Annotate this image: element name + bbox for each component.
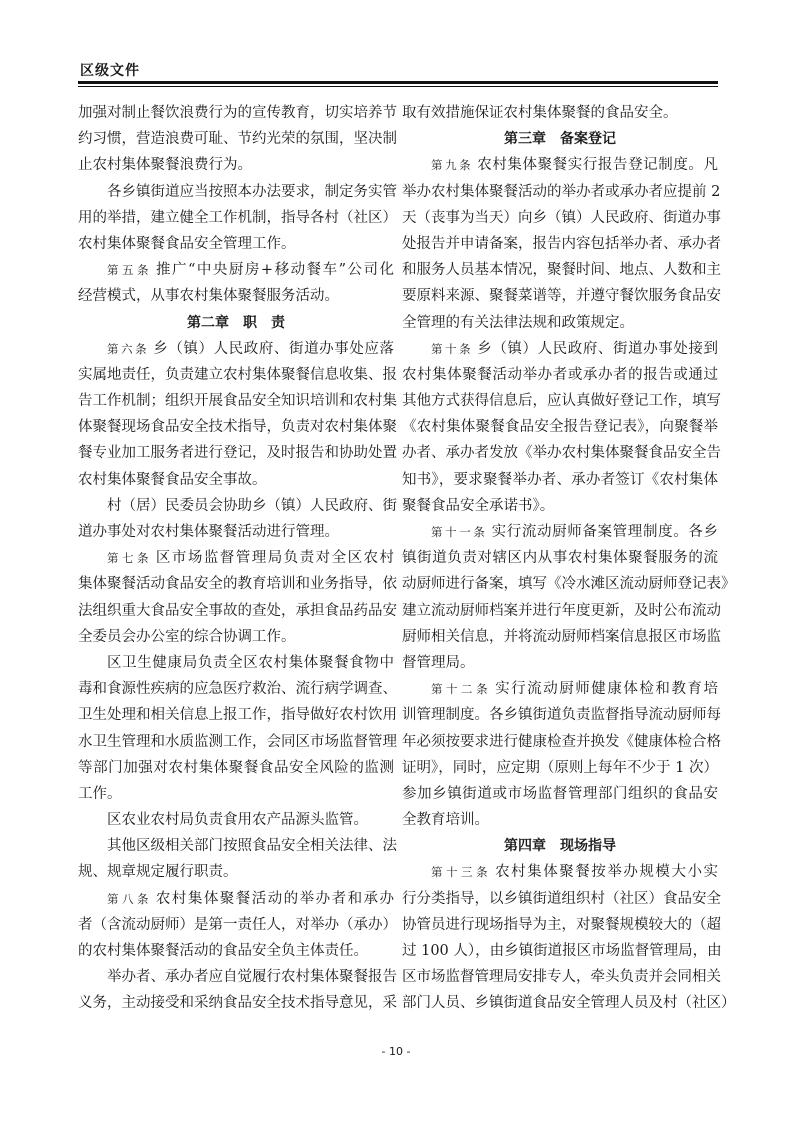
- line-text: 区市场监督管理局安排专人，牵头负责并会同相关: [402, 969, 721, 986]
- line-text: 区农业农村局负责食用农产品源头监管。: [107, 812, 368, 829]
- text-line: [402, 336, 718, 362]
- line-text: 天（丧事为当天）向乡（镇）人民政府、街道办事: [402, 209, 721, 226]
- article-number: 第十三条: [431, 865, 492, 880]
- line-text: 加强对制止餐饮浪费行为的宣传教育，切实培养节: [78, 105, 397, 121]
- line-text: 动厨师进行备案，填写《冷水滩区流动厨师登记表》: [402, 576, 736, 593]
- article-number: 第十二条: [431, 682, 492, 697]
- article-number: 第九条: [431, 158, 474, 173]
- line-text: 区市场监督管理局负责对全区农村: [155, 550, 395, 567]
- text-line: [78, 833, 397, 859]
- line-text: 过 100 人），由乡镇街道报区市场监督管理局，由: [402, 943, 722, 959]
- text-line: [78, 650, 394, 676]
- text-line: [402, 257, 721, 283]
- text-line: [402, 676, 718, 702]
- page-number: - 10 -: [381, 1045, 411, 1058]
- line-text: 参加乡镇街道或市场监督管理部门组织的食品安: [402, 785, 718, 802]
- line-text: 区卫生健康局负责全区农村集体聚餐食物中: [107, 654, 394, 671]
- line-text: 经营模式，从事农村集体聚餐服务活动。: [78, 288, 339, 305]
- text-line: [78, 257, 394, 283]
- line-text: 止农村集体聚餐浪费行为。: [78, 157, 252, 174]
- line-text: 知书》，要求聚餐举办者、承办者签订《农村集体: [402, 471, 718, 488]
- text-line: [402, 938, 722, 964]
- text-line: [78, 676, 397, 702]
- line-text: 规、规章规定履行职责。: [78, 864, 238, 881]
- line-text: 第四章 现场指导: [504, 838, 616, 855]
- text-line: [78, 598, 397, 624]
- text-line: [78, 624, 394, 650]
- line-text: 集体聚餐活动食品安全的教育培训和业务指导，依: [78, 576, 397, 593]
- text-line: [402, 755, 718, 781]
- text-line: [402, 519, 718, 545]
- line-text: 体聚餐现场食品安全技术指导，负责对农村集体聚: [78, 419, 397, 436]
- line-text: 农村集体聚餐活动举办者或承办者的报告或通过: [402, 366, 718, 383]
- line-text: 用的举措，建立健全工作机制，指导各村（社区）: [78, 209, 397, 226]
- text-line: [402, 152, 718, 178]
- line-text: 推广“中央厨房+移动餐车”公司化: [156, 262, 395, 279]
- text-line: [78, 283, 394, 309]
- article-number: 第五条: [107, 263, 153, 278]
- text-line: [402, 545, 718, 571]
- line-text: 协管员进行现场指导为主，对聚餐规模较大的（超: [402, 916, 721, 933]
- text-line: [402, 571, 736, 597]
- line-text: 全委员会办公室的综合协调工作。: [78, 628, 296, 645]
- text-line: [402, 493, 718, 519]
- text-line: [78, 729, 397, 755]
- text-line: [78, 152, 394, 178]
- text-line: [402, 886, 721, 912]
- text-line: [78, 807, 394, 833]
- text-line: [402, 650, 718, 676]
- text-line: [402, 859, 718, 885]
- text-line: [78, 179, 397, 205]
- text-line: [78, 990, 397, 1016]
- text-line: [402, 807, 718, 833]
- line-text: 训管理制度。各乡镇街道负责监督指导流动厨师每: [402, 707, 721, 724]
- line-text: 实行流动厨师备案管理制度。各乡: [491, 524, 719, 540]
- text-line: [78, 493, 397, 519]
- line-text: 工作。: [78, 785, 122, 802]
- line-text: 和服务人员基本情况，聚餐时间、地点、人数和主: [402, 262, 721, 279]
- line-text: 农村集体聚餐食品安全事故。: [78, 471, 267, 488]
- line-text: 乡（镇）人民政府、街道办事处接到: [477, 340, 718, 357]
- text-line: [402, 598, 721, 624]
- text-line: [402, 440, 721, 466]
- text-line: [78, 100, 397, 126]
- text-line: [402, 729, 721, 755]
- text-line: [78, 755, 394, 781]
- line-text: 的农村集体聚餐活动的食品安全负主体责任。: [78, 943, 368, 959]
- article-number: 第七条: [107, 551, 152, 566]
- line-text: 其他方式获得信息后，应认真做好登记工作，填写: [402, 393, 721, 410]
- text-line: [78, 545, 394, 571]
- line-text: 全管理的有关法律法规和政策规定。: [402, 314, 634, 331]
- text-line: [402, 467, 718, 493]
- line-text: 取有效措施保证农村集体聚餐的食品安全。: [402, 105, 678, 121]
- text-line: [78, 362, 397, 388]
- line-text: 实行流动厨师健康体检和教育培: [495, 681, 719, 698]
- line-text: 第二章 职 责: [187, 314, 285, 331]
- text-line: [78, 388, 397, 414]
- text-line: [402, 388, 721, 414]
- line-text: 厨师相关信息，并将流动厨师档案信息报区市场监: [402, 628, 721, 645]
- text-line: [402, 414, 718, 440]
- line-text: 告工作机制；组织开展食品安全知识培训和农村集: [78, 393, 397, 410]
- header-rule-thick: [78, 81, 718, 84]
- text-line: [402, 990, 736, 1016]
- line-text: 水卫生管理和水质监测工作，会同区市场监督管理: [78, 733, 397, 750]
- line-text: 镇街道负责对辖区内从事农村集体聚餐服务的流: [402, 550, 718, 567]
- line-text: 农村集体聚餐按举办规模大小实: [495, 864, 719, 881]
- text-line: [402, 624, 721, 650]
- line-text: 办者、承办者发放《举办农村集体聚餐食品安全告: [402, 445, 721, 462]
- line-text: 义务，主动接受和采纳食品安全技术指导意见，采: [78, 995, 397, 1012]
- text-line: [78, 912, 397, 938]
- chapter-heading: [402, 126, 718, 152]
- chapter-heading: [402, 833, 718, 859]
- line-text: 餐专业加工服务者进行登记，及时报告和协助处置: [78, 445, 397, 462]
- text-line: [78, 126, 397, 152]
- article-number: 第十一条: [431, 525, 488, 539]
- text-line: [78, 440, 397, 466]
- chapter-heading: [78, 310, 394, 336]
- text-line: [402, 781, 718, 807]
- line-text: 行分类指导，以乡镇街道组织村（社区）食品安全: [402, 890, 721, 907]
- article-number: 第六条: [107, 341, 150, 356]
- right-text-column: [402, 100, 736, 1017]
- text-line: [402, 283, 721, 309]
- line-text: 聚餐食品安全承诺书》。: [402, 497, 555, 514]
- line-text: 证明》，同时，应定期（原则上每年不少于 1 次）: [402, 759, 718, 776]
- text-line: [78, 938, 394, 964]
- line-text: 农村集体聚餐活动的举办者和承办: [155, 890, 395, 907]
- text-line: [78, 336, 394, 362]
- line-text: 等部门加强对农村集体聚餐食品安全风险的监测: [78, 759, 394, 776]
- article-number: 第十条: [431, 341, 474, 356]
- line-text: 毒和食源性疾病的应急医疗救治、流行病学调查、: [78, 681, 397, 698]
- line-text: 乡（镇）人民政府、街道办事处应落: [153, 340, 394, 357]
- line-text: 建立流动厨师档案并进行年度更新，及时公布流动: [402, 602, 721, 619]
- line-text: 农村集体聚餐食品安全管理工作。: [78, 235, 296, 252]
- line-text: 者（含流动厨师）是第一责任人，对举办（承办）: [78, 916, 397, 933]
- text-line: [402, 362, 718, 388]
- line-text: 其他区级相关部门按照食品安全相关法律、法: [107, 838, 397, 855]
- text-line: [78, 414, 397, 440]
- article-number: 第八条: [107, 891, 152, 906]
- text-line: [402, 205, 721, 231]
- text-line: [78, 964, 397, 990]
- header-rule-thin: [78, 86, 718, 87]
- line-text: 年必须按要求进行健康检查并换发《健康体检合格: [402, 733, 721, 750]
- text-line: [402, 964, 721, 990]
- line-text: 要原料来源、聚餐菜谱等，并遵守餐饮服务食品安: [402, 288, 721, 305]
- line-text: 举办农村集体聚餐活动的举办者或承办者应提前 2: [402, 183, 721, 200]
- line-text: 实属地责任，负责建立农村集体聚餐信息收集、报: [78, 366, 397, 383]
- document-header-label: 区级文件: [80, 63, 140, 79]
- text-line: [78, 231, 394, 257]
- text-line: [78, 571, 397, 597]
- text-line: [402, 231, 721, 257]
- line-text: 第三章 备案登记: [504, 131, 616, 148]
- text-line: [402, 702, 721, 728]
- line-text: 督管理局。: [402, 654, 475, 671]
- text-line: [402, 100, 718, 126]
- text-line: [402, 912, 721, 938]
- text-line: [78, 781, 394, 807]
- line-text: 部门人员、乡镇街道食品安全管理人员及村（社区）: [402, 995, 736, 1012]
- text-line: [402, 179, 721, 205]
- text-line: [78, 205, 397, 231]
- text-line: [78, 886, 394, 912]
- text-line: [402, 310, 718, 336]
- line-text: 各乡镇街道应当按照本办法要求，制定务实管: [107, 183, 397, 200]
- line-text: 卫生处理和相关信息上报工作，指导做好农村饮用: [78, 707, 397, 724]
- line-text: 全教育培训。: [402, 812, 489, 829]
- line-text: 道办事处对农村集体聚餐活动进行管理。: [78, 524, 339, 540]
- left-text-column: [78, 100, 397, 1017]
- line-text: 处报告并申请备案，报告内容包括举办者、承办者: [402, 235, 721, 252]
- line-text: 《农村集体聚餐食品安全报告登记表》，向聚餐举: [402, 419, 718, 436]
- text-line: [78, 702, 397, 728]
- text-line: [78, 467, 394, 493]
- line-text: 法组织重大食品安全事故的查处，承担食品药品安: [78, 602, 397, 619]
- line-text: 举办者、承办者应自觉履行农村集体聚餐报告: [107, 969, 397, 986]
- line-text: 农村集体聚餐实行报告登记制度。凡: [477, 157, 718, 174]
- text-line: [78, 859, 394, 885]
- line-text: 村（居）民委员会协助乡（镇）人民政府、街: [107, 497, 397, 514]
- text-line: [78, 519, 394, 545]
- line-text: 约习惯，营造浪费可耻、节约光荣的氛围，坚决制: [78, 131, 397, 148]
